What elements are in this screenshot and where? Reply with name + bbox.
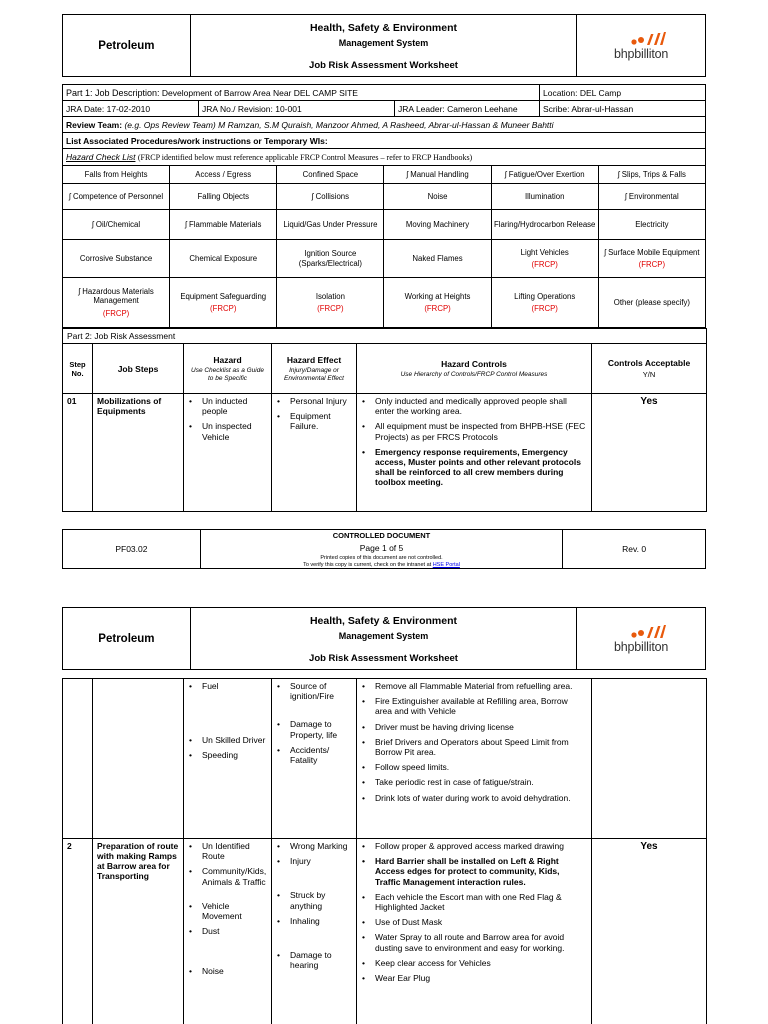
page1-footer bbox=[62, 529, 706, 569]
list-item: • Damage to hearing bbox=[276, 950, 352, 970]
list-item: • Fire Extinguisher available at Refilling area, Borrow area and with Vehicle bbox=[361, 696, 587, 716]
hazard-cell: Lifting Operations (FRCP) bbox=[491, 278, 598, 328]
logo-text: bhpbilliton bbox=[614, 46, 669, 61]
header-line1: Health, Safety & Environment bbox=[309, 22, 457, 34]
hazard-cell: ʃ Oil/Chemical bbox=[63, 210, 170, 240]
associated-procedures: List Associated Procedures/work instructions or Temporary WIs: bbox=[63, 133, 706, 149]
frcp-label: (FRCP) bbox=[424, 304, 451, 313]
hazard-cell: ʃ Surface Mobile Equipment (FRCP) bbox=[598, 240, 705, 278]
hazard-cell: Working at Heights (FRCP) bbox=[384, 278, 491, 328]
page2-header bbox=[62, 607, 706, 670]
job-step: Mobilizations of Equipments bbox=[93, 394, 184, 512]
hazard-cell: Equipment Safeguarding (FRCP) bbox=[170, 278, 277, 328]
hse-portal-link[interactable]: HSE Portal bbox=[432, 561, 460, 568]
hazard-cell: Chemical Exposure bbox=[170, 240, 277, 278]
list-item: • Hard Barrier shall be installed on Left & Right Access edges for protect to community, Kids, Traffic Management interaction rules. bbox=[361, 856, 587, 887]
table-row bbox=[63, 839, 707, 1024]
hazard-cell: Corrosive Substance bbox=[63, 240, 170, 278]
hazard-checklist-title: Hazard Check List (FRCP identified below must reference applicable FRCP Control Measures – refer to FRCP Handbooks) bbox=[63, 149, 706, 165]
frcp-label: (FRCP) bbox=[638, 260, 666, 269]
page1-header bbox=[62, 14, 706, 77]
list-item: • Equipment Failure. bbox=[276, 411, 352, 431]
company-name: Petroleum bbox=[63, 15, 191, 77]
job-step: Preparation of route with making Ramps at Barrow area for Transporting bbox=[93, 839, 184, 1024]
form-code: PF03.02 bbox=[63, 530, 201, 569]
job-step bbox=[93, 679, 184, 839]
part1-info-table bbox=[62, 84, 706, 165]
list-item: • Un Identified Route bbox=[188, 841, 267, 861]
jra-number: JRA No./ Revision: 10-001 bbox=[199, 101, 395, 117]
jra-leader: JRA Leader: Cameron Leehane bbox=[395, 101, 540, 117]
hazard-cell: Falls from Heights bbox=[63, 166, 170, 184]
list-item: • Follow proper & approved access marked drawing bbox=[361, 841, 587, 851]
step-number: 01 bbox=[63, 394, 93, 512]
hazard-list bbox=[184, 394, 272, 512]
hazard-cell: ʃ Manual Handling bbox=[384, 166, 491, 184]
frcp-label: (FRCP) bbox=[210, 304, 237, 313]
hazard-cell: Isolation (FRCP) bbox=[277, 278, 384, 328]
review-team: Review Team: (e.g. Ops Review Team) M Ramzan, S.M Quraish, Manzoor Ahmed, A Rasheed, Abrar-ul-Hassan & Muneer Bahtti bbox=[63, 117, 706, 133]
company-name: Petroleum bbox=[63, 608, 191, 670]
frcp-label: (FRCP) bbox=[531, 260, 558, 269]
list-item: • Vehicle Movement bbox=[188, 901, 267, 921]
list-item: • Source of ignition/Fire bbox=[276, 681, 352, 701]
list-item: • Un inspected Vehicle bbox=[188, 421, 267, 441]
hazard-cell: Access / Egress bbox=[170, 166, 277, 184]
acceptable-value bbox=[592, 679, 707, 839]
footer-note1: Printed copies of this document are not controlled. bbox=[320, 554, 443, 561]
scribe: Scribe: Abrar-ul-Hassan bbox=[540, 101, 706, 117]
hazard-cell: ʃ Collisions bbox=[277, 184, 384, 210]
list-item: • Speeding bbox=[188, 750, 267, 760]
logo-text: bhpbilliton bbox=[614, 639, 669, 654]
hazard-cell: Other (please specify) bbox=[598, 278, 705, 328]
frcp-label: (FRCP) bbox=[531, 304, 558, 313]
hazard-cell: Falling Objects bbox=[170, 184, 277, 210]
list-item: • Struck by anything bbox=[276, 890, 352, 910]
header-titles bbox=[190, 608, 576, 670]
table-row bbox=[63, 679, 707, 839]
header-line1: Health, Safety & Environment bbox=[309, 615, 457, 627]
hazard-cell: Flaring/Hydrocarbon Release bbox=[491, 210, 598, 240]
hazard-cell: ʃ Environmental bbox=[598, 184, 705, 210]
hazard-list bbox=[184, 679, 272, 839]
hazard-cell: Ignition Source (Sparks/Electrical) bbox=[277, 240, 384, 278]
controlled-label: CONTROLLED DOCUMENT bbox=[332, 530, 431, 540]
revision: Rev. 0 bbox=[563, 530, 706, 569]
list-item: • All equipment must be inspected from BHPB-HSE (FEC Projects) as per FRCS Protocols bbox=[361, 421, 587, 441]
page-number: Page 1 of 5 bbox=[359, 542, 404, 553]
hazard-cell: Moving Machinery bbox=[384, 210, 491, 240]
list-item: • Wear Ear Plug bbox=[361, 973, 587, 983]
hazard-cell: Electricity bbox=[598, 210, 705, 240]
step-number bbox=[63, 679, 93, 839]
acceptable-value: Yes bbox=[592, 394, 707, 512]
col-job-steps: Job Steps bbox=[93, 344, 184, 394]
list-item: • Wrong Marking bbox=[276, 841, 352, 851]
jra-table-page1 bbox=[62, 328, 707, 512]
col-hazard-effect: Hazard Effect Injury/Damage or Environmental Effect bbox=[272, 344, 357, 394]
list-item: • Damage to Property, life bbox=[276, 719, 352, 739]
list-item: • Accidents/ Fatality bbox=[276, 745, 352, 765]
list-item: • Water Spray to all route and Barrow area for avoid dusting save to environment and easy for working. bbox=[361, 932, 587, 952]
bhp-logo bbox=[614, 31, 668, 61]
controls-list bbox=[357, 839, 592, 1024]
list-item: • Fuel bbox=[188, 681, 267, 691]
job-description: Part 1: Job Description: Development of Barrow Area Near DEL CAMP SITE bbox=[63, 85, 540, 101]
hazard-cell: Confined Space bbox=[277, 166, 384, 184]
controls-list bbox=[357, 394, 592, 512]
hazard-cell: Naked Flames bbox=[384, 240, 491, 278]
list-item: • Personal Injury bbox=[276, 396, 352, 406]
list-item: • Noise bbox=[188, 966, 267, 976]
header-line2: Management System bbox=[338, 631, 429, 641]
list-item: • Un Skilled Driver bbox=[188, 735, 267, 745]
list-item: • Inhaling bbox=[276, 916, 352, 926]
hazard-cell: ʃ Fatigue/Over Exertion bbox=[491, 166, 598, 184]
hazard-list bbox=[184, 839, 272, 1024]
list-item: • Un inducted people bbox=[188, 396, 267, 416]
jra-table-page2 bbox=[62, 678, 707, 1024]
hazard-cell: ʃ Flammable Materials bbox=[170, 210, 277, 240]
col-acceptable: Controls Acceptable Y/N bbox=[592, 344, 707, 394]
frcp-label: (FRCP) bbox=[102, 308, 130, 318]
logo-cell bbox=[577, 15, 706, 77]
hazard-cell: Light Vehicles (FRCP) bbox=[491, 240, 598, 278]
list-item: • Drink lots of water during work to avoid dehydration. bbox=[361, 793, 587, 803]
location: Location: DEL Camp bbox=[540, 85, 706, 101]
header-line3: Job Risk Assessment Worksheet bbox=[309, 60, 458, 71]
effect-list bbox=[272, 679, 357, 839]
hazard-cell: Illumination bbox=[491, 184, 598, 210]
hazard-cell: Noise bbox=[384, 184, 491, 210]
hazard-cell: ʃ Hazardous Materials Management (FRCP) bbox=[63, 278, 170, 328]
list-item: • Injury bbox=[276, 856, 352, 866]
controlled-block bbox=[200, 530, 562, 569]
frcp-label: (FRCP) bbox=[317, 304, 344, 313]
acceptable-value: Yes bbox=[592, 839, 707, 1024]
header-line2: Management System bbox=[338, 38, 429, 48]
hazard-checklist-grid bbox=[62, 165, 706, 328]
list-item: • Driver must be having driving license bbox=[361, 722, 587, 732]
effect-list bbox=[272, 394, 357, 512]
list-item: • Each vehicle the Escort man with one Red Flag & Highlighted Jacket bbox=[361, 892, 587, 912]
controls-list bbox=[357, 679, 592, 839]
col-hazard: Hazard Use Checklist as a Guide to be Specific bbox=[184, 344, 272, 394]
effect-list bbox=[272, 839, 357, 1024]
list-item: • Brief Drivers and Operators about Speed Limit from Borrow Pit area. bbox=[361, 737, 587, 757]
hazard-cell: ʃ Slips, Trips & Falls bbox=[598, 166, 705, 184]
hazard-cell: Liquid/Gas Under Pressure bbox=[277, 210, 384, 240]
header-line3: Job Risk Assessment Worksheet bbox=[309, 653, 458, 664]
list-item: • Take periodic rest in case of fatigue/strain. bbox=[361, 777, 587, 787]
logo-mark-icon bbox=[630, 31, 666, 47]
col-step: Step No. bbox=[63, 344, 93, 394]
list-item: • Keep clear access for Vehicles bbox=[361, 958, 587, 968]
col-hazard-controls: Hazard Controls Use Hierarchy of Controls/FRCP Control Measures bbox=[357, 344, 592, 394]
logo-mark-icon bbox=[630, 624, 666, 640]
list-item: • Follow speed limits. bbox=[361, 762, 587, 772]
table-row bbox=[63, 394, 707, 512]
list-item: • Community/Kids, Animals & Traffic bbox=[188, 866, 267, 886]
bhp-logo bbox=[614, 624, 668, 654]
hazard-cell: ʃ Competence of Personnel bbox=[63, 184, 170, 210]
footer-note2: To verify this copy is current, check on the intranet at HSE Portal bbox=[303, 561, 460, 568]
list-item: • Only inducted and medically approved people shall enter the working area. bbox=[361, 396, 587, 416]
list-item: • Use of Dust Mask bbox=[361, 917, 587, 927]
header-titles bbox=[190, 15, 576, 77]
logo-cell bbox=[577, 608, 706, 670]
list-item: • Dust bbox=[188, 926, 267, 936]
part2-title: Part 2: Job Risk Assessment bbox=[63, 329, 707, 344]
list-item: • Remove all Flammable Material from refuelling area. bbox=[361, 681, 587, 691]
step-number: 2 bbox=[63, 839, 93, 1024]
list-item: • Emergency response requirements, Emergency access, Muster points and other relevant protocols shall be reinforced to all crew members during toolbox meeting. bbox=[361, 447, 587, 488]
jra-date: JRA Date: 17-02-2010 bbox=[63, 101, 199, 117]
